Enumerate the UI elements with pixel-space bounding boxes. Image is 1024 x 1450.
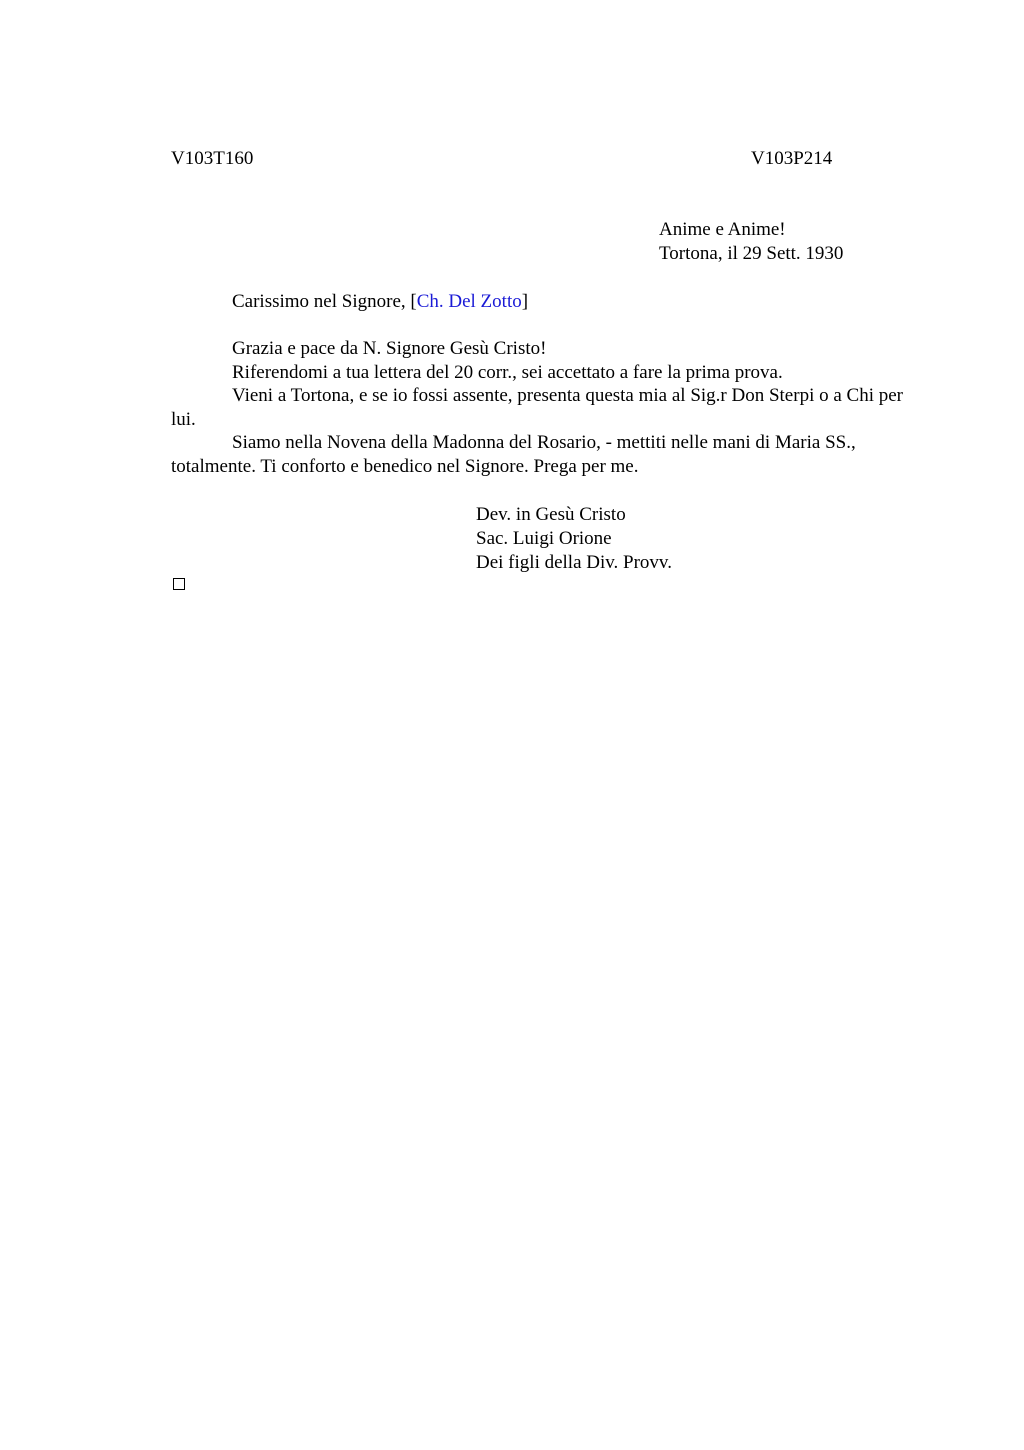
body-paragraph: Siamo nella Novena della Madonna del Rosario, - mettiti nelle mani di Maria SS., totalmente. Ti conforto e benedico nel Signore. Prega per me. [171,432,856,477]
document-ref-right: V103P214 [751,148,833,169]
letter-motto: Anime e Anime! [659,219,786,240]
letter-body [171,337,916,478]
recipient-link[interactable]: Ch. Del Zotto [416,291,522,312]
salutation-suffix: ] [521,291,529,312]
letter-salutation [232,290,528,314]
body-paragraph: Riferendomi a tua lettera del 20 corr., sei accettato a fare la prima prova. [232,361,783,383]
document-ref-left: V103T160 [171,148,254,169]
signature-affiliation: Dei figli della Div. Provv. [476,552,672,573]
body-paragraph: Grazia e pace da N. Signore Gesù Cristo! [232,338,547,359]
empty-box-icon [173,578,185,590]
body-paragraph: Vieni a Tortona, e se io fossi assente, presenta questa mia al Sig.r Don Sterpi o a Chi per lui. [171,385,903,430]
closing-line: Dev. in Gesù Cristo [476,504,626,525]
signature-name: Sac. Luigi Orione [476,528,612,549]
salutation-prefix: Carissimo nel Signore, [ [232,291,417,312]
letter-place-date: Tortona, il 29 Sett. 1930 [659,243,844,264]
